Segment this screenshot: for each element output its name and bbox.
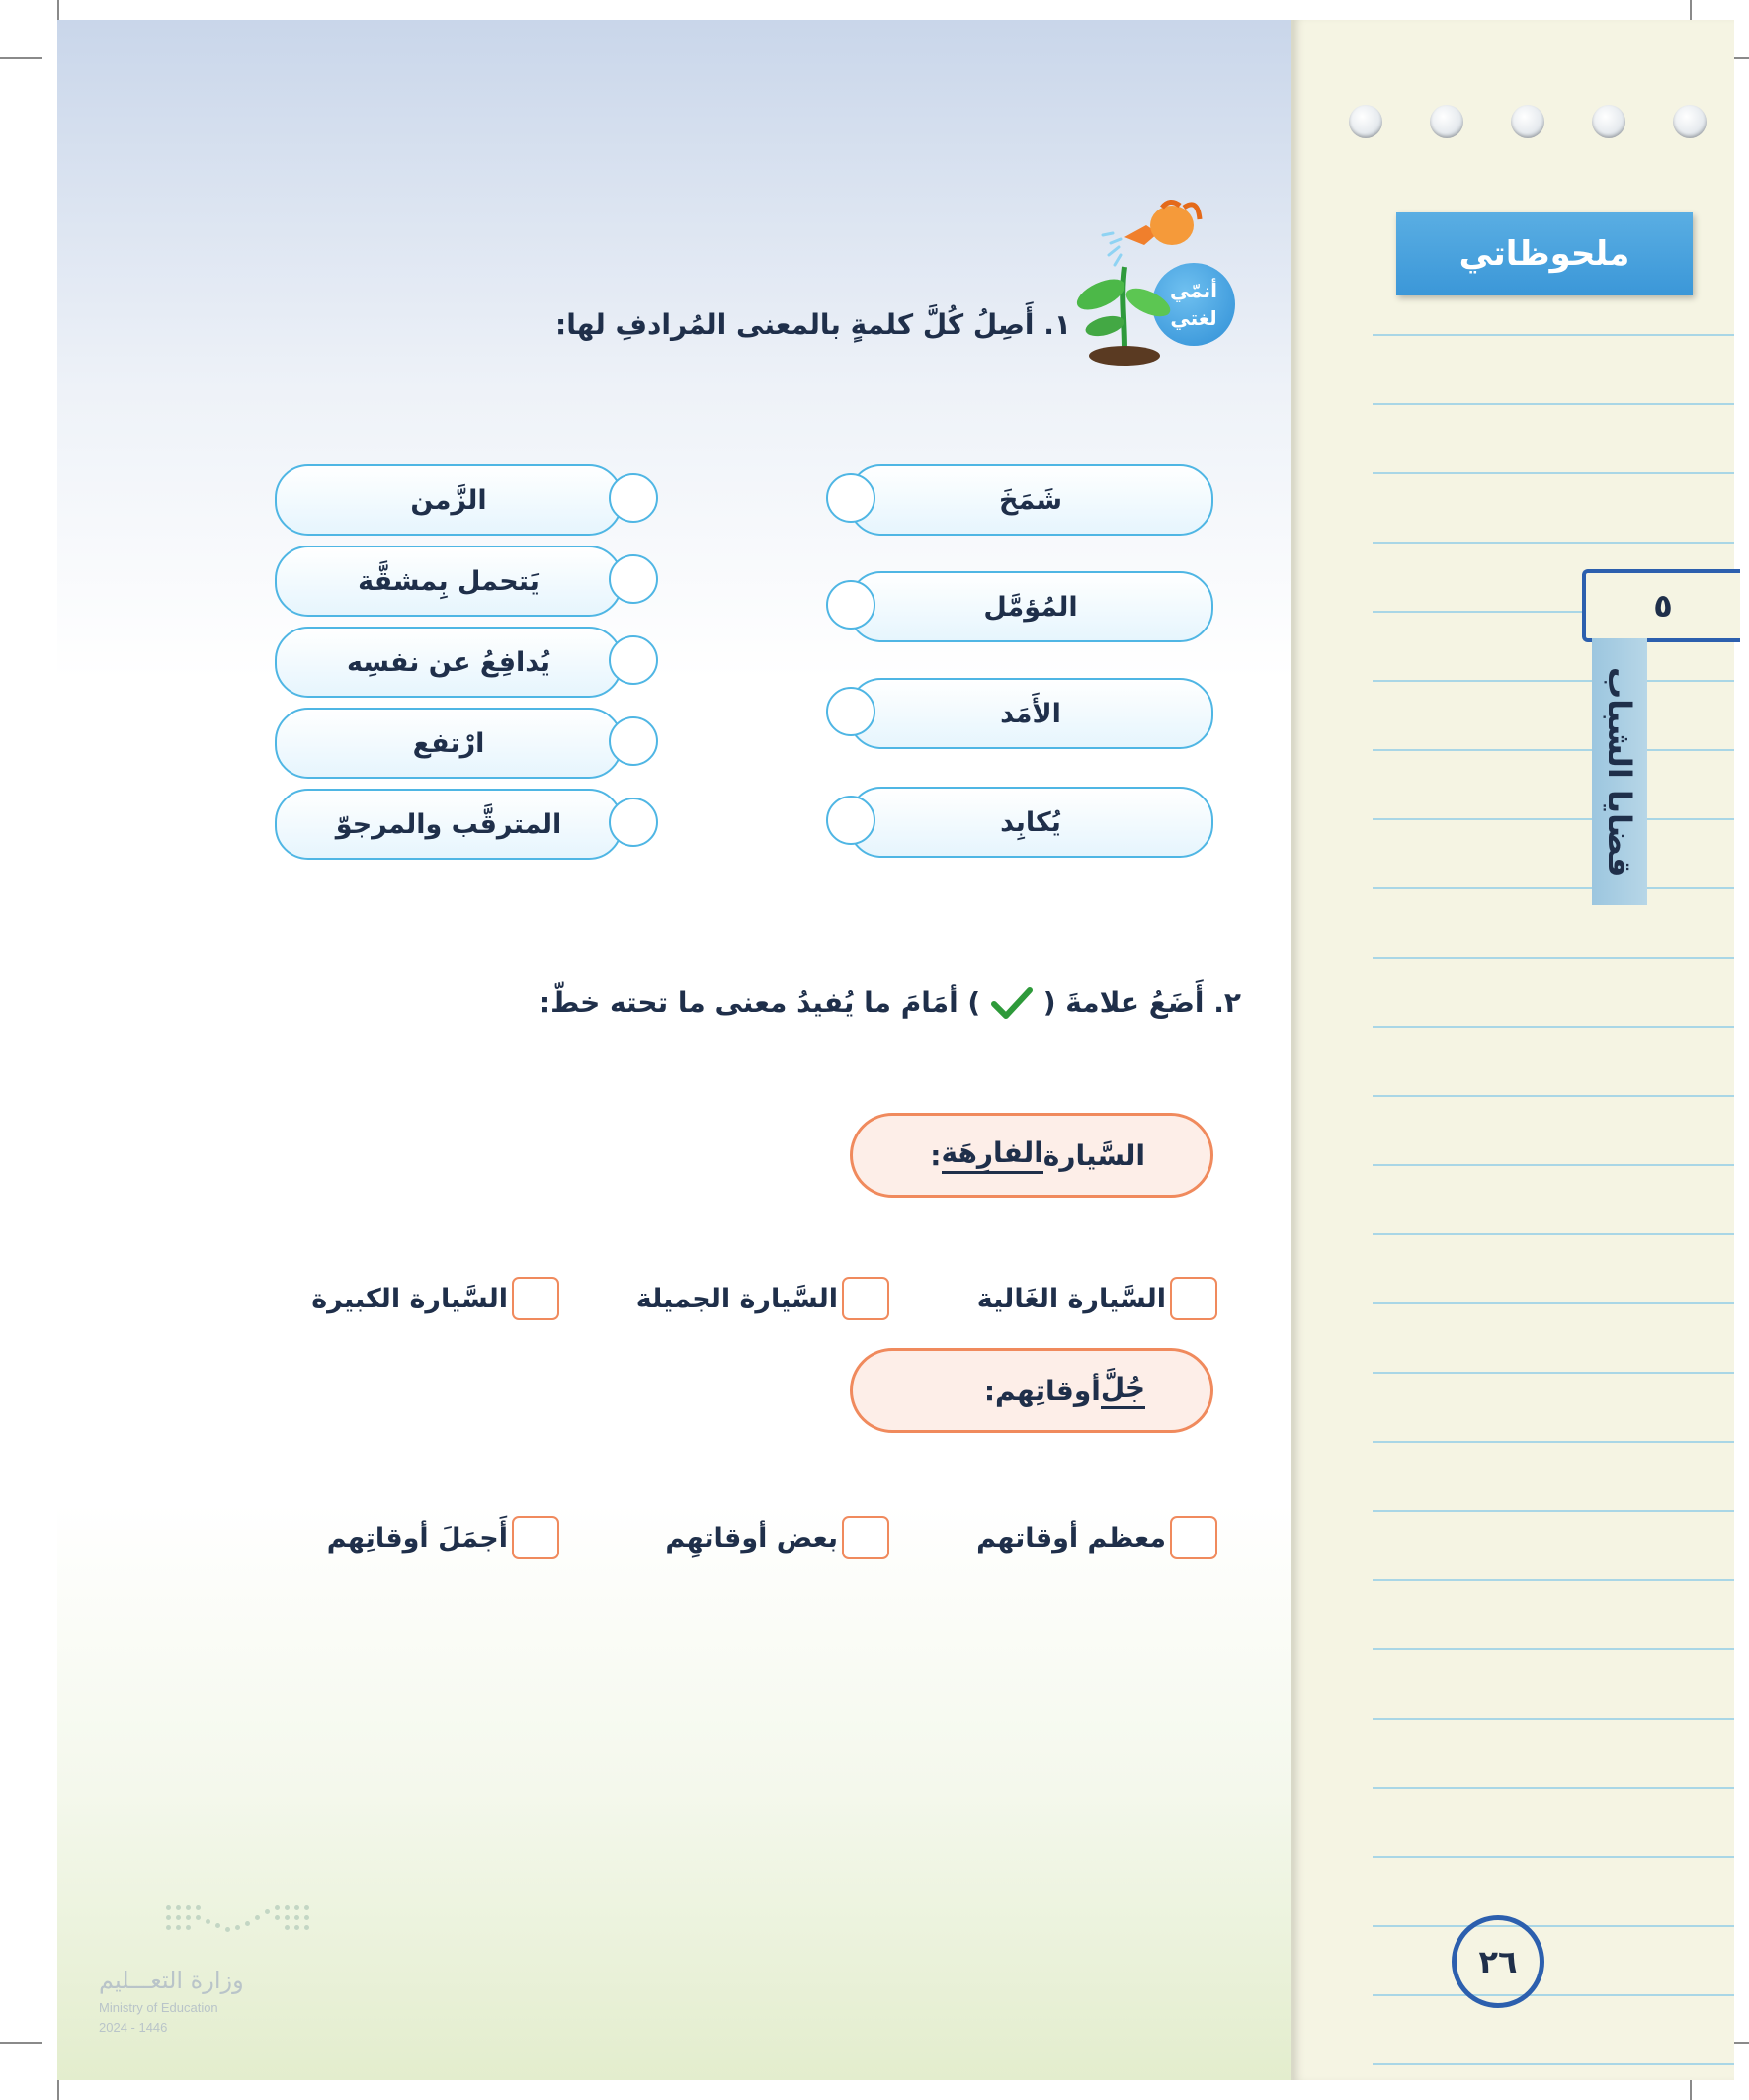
ministry-name-en: Ministry of Education <box>99 2000 218 2015</box>
word-label: المُؤمَّل <box>983 591 1078 623</box>
meaning-pill[interactable] <box>275 627 623 698</box>
note-line <box>1373 1302 1734 1304</box>
notes-panel <box>1291 20 1734 2080</box>
word-pill[interactable] <box>848 464 1213 536</box>
word-label: يُكابِد <box>1000 806 1061 838</box>
ministry-name-ar: وزارة التعـــليم <box>99 1967 244 1994</box>
question-1-title: ١. أَصِلُ كُلَّ كلمةٍ بالمعنى المُرادفِ لها: <box>555 308 1071 341</box>
crop-mark <box>0 2042 42 2044</box>
meaning-pill[interactable] <box>275 546 623 617</box>
chapter-number: ٥ <box>1582 569 1740 642</box>
note-line <box>1373 887 1734 889</box>
answer-label: السَّيارة الغَالية <box>976 1283 1166 1314</box>
answer-label: السَّيارة الكبيرة <box>311 1283 508 1314</box>
answer-label: أَجمَلَ أوقاتِهم <box>326 1522 508 1554</box>
answer-checkbox[interactable] <box>1170 1516 1217 1559</box>
answer-checkbox[interactable] <box>512 1516 559 1559</box>
answer-label: بعض أوقاتهِم <box>665 1522 838 1554</box>
ministry-logo <box>95 1895 312 2044</box>
note-line <box>1373 334 1734 336</box>
word-pill[interactable] <box>848 787 1213 858</box>
answer-label: السَّيارة الجميلة <box>635 1283 838 1314</box>
note-line <box>1373 818 1734 820</box>
binder-hole <box>1349 105 1382 138</box>
chapter-title: قضايا الشباب <box>1601 666 1638 878</box>
page-number: ٢٦ <box>1452 1915 1544 2008</box>
word-label: شَمَخَ <box>998 484 1063 516</box>
note-line <box>1373 1925 1734 1927</box>
note-line <box>1373 542 1734 544</box>
word-label: الأَمَد <box>1000 698 1061 729</box>
binder-hole <box>1430 105 1463 138</box>
meaning-label: الزَّمن <box>410 484 487 516</box>
phrase-underlined-word: جُلَّ <box>1101 1372 1145 1409</box>
check-mark-icon <box>990 986 1034 1022</box>
badge-line-2: لغتي <box>1170 306 1217 330</box>
note-line <box>1373 1510 1734 1512</box>
answer-option[interactable] <box>636 1277 889 1320</box>
meaning-label: ارْتفع <box>412 727 485 759</box>
answer-checkbox[interactable] <box>842 1277 889 1320</box>
answer-option[interactable] <box>665 1516 889 1559</box>
note-line <box>1373 1372 1734 1374</box>
underlined-phrase-pill <box>850 1113 1213 1198</box>
binder-hole <box>1511 105 1544 138</box>
question-2-title-start: ٢. أَضَعُ علامةَ ( <box>1042 986 1241 1019</box>
word-connector[interactable] <box>826 580 875 630</box>
question-2-title <box>391 986 1241 1022</box>
word-pill[interactable] <box>848 571 1213 642</box>
meaning-pill[interactable] <box>275 464 623 536</box>
note-line <box>1373 1233 1734 1235</box>
plant-icon <box>1055 178 1204 366</box>
answer-option[interactable] <box>327 1516 559 1559</box>
watering-can-icon <box>1124 202 1200 245</box>
question-2-title-end: ) أمَامَ ما يُفيدُ معنى ما تحته خطّ: <box>539 986 981 1019</box>
note-line <box>1373 1441 1734 1443</box>
word-pill[interactable] <box>848 678 1213 749</box>
chapter-title-tab <box>1592 638 1647 905</box>
word-connector[interactable] <box>826 796 875 845</box>
note-line <box>1373 1648 1734 1650</box>
word-connector[interactable] <box>826 687 875 736</box>
phrase-suffix: : <box>930 1138 942 1172</box>
note-line <box>1373 957 1734 959</box>
phrase-suffix: أوقاتِهم: <box>983 1374 1101 1407</box>
note-line <box>1373 1164 1734 1166</box>
meaning-pill[interactable] <box>275 708 623 779</box>
meaning-connector[interactable] <box>609 798 658 847</box>
meaning-connector[interactable] <box>609 554 658 604</box>
word-connector[interactable] <box>826 473 875 523</box>
meaning-connector[interactable] <box>609 473 658 523</box>
meaning-connector[interactable] <box>609 716 658 766</box>
meaning-connector[interactable] <box>609 635 658 685</box>
note-line <box>1373 1718 1734 1720</box>
note-line <box>1373 749 1734 751</box>
note-line <box>1373 2063 1734 2065</box>
note-line <box>1373 1856 1734 1858</box>
note-line <box>1373 1994 1734 1996</box>
answer-option[interactable] <box>976 1516 1217 1559</box>
note-line <box>1373 1095 1734 1097</box>
badge-line-1: أنمّي <box>1169 279 1217 302</box>
underlined-phrase-pill <box>850 1348 1213 1433</box>
meaning-label: المترقَّب والمرجوّ <box>335 808 562 840</box>
note-line <box>1373 472 1734 474</box>
binder-hole <box>1673 105 1707 138</box>
meaning-pill[interactable] <box>275 789 623 860</box>
answer-checkbox[interactable] <box>842 1516 889 1559</box>
phrase-underlined-word: الفارِهَة <box>942 1136 1043 1174</box>
note-line <box>1373 1787 1734 1789</box>
answer-checkbox[interactable] <box>1170 1277 1217 1320</box>
meaning-label: يُدافِعُ عن نفسِه <box>346 646 551 678</box>
answer-option[interactable] <box>311 1277 559 1320</box>
ministry-year: 2024 - 1446 <box>99 2020 168 2035</box>
binder-hole <box>1592 105 1625 138</box>
phrase-text: السَّيارة <box>1042 1138 1145 1172</box>
answer-checkbox[interactable] <box>512 1277 559 1320</box>
note-line <box>1373 680 1734 682</box>
answer-label: معظم أوقاتهم <box>976 1522 1166 1554</box>
note-line <box>1373 1579 1734 1581</box>
meaning-label: يَتحمل بِمشقَّة <box>358 565 540 597</box>
answer-option[interactable] <box>977 1277 1217 1320</box>
notes-title: ملحوظاتي <box>1396 212 1693 295</box>
note-line <box>1373 403 1734 405</box>
worksheet-page <box>57 20 1291 2080</box>
note-line <box>1373 1026 1734 1028</box>
crop-mark <box>0 57 42 59</box>
